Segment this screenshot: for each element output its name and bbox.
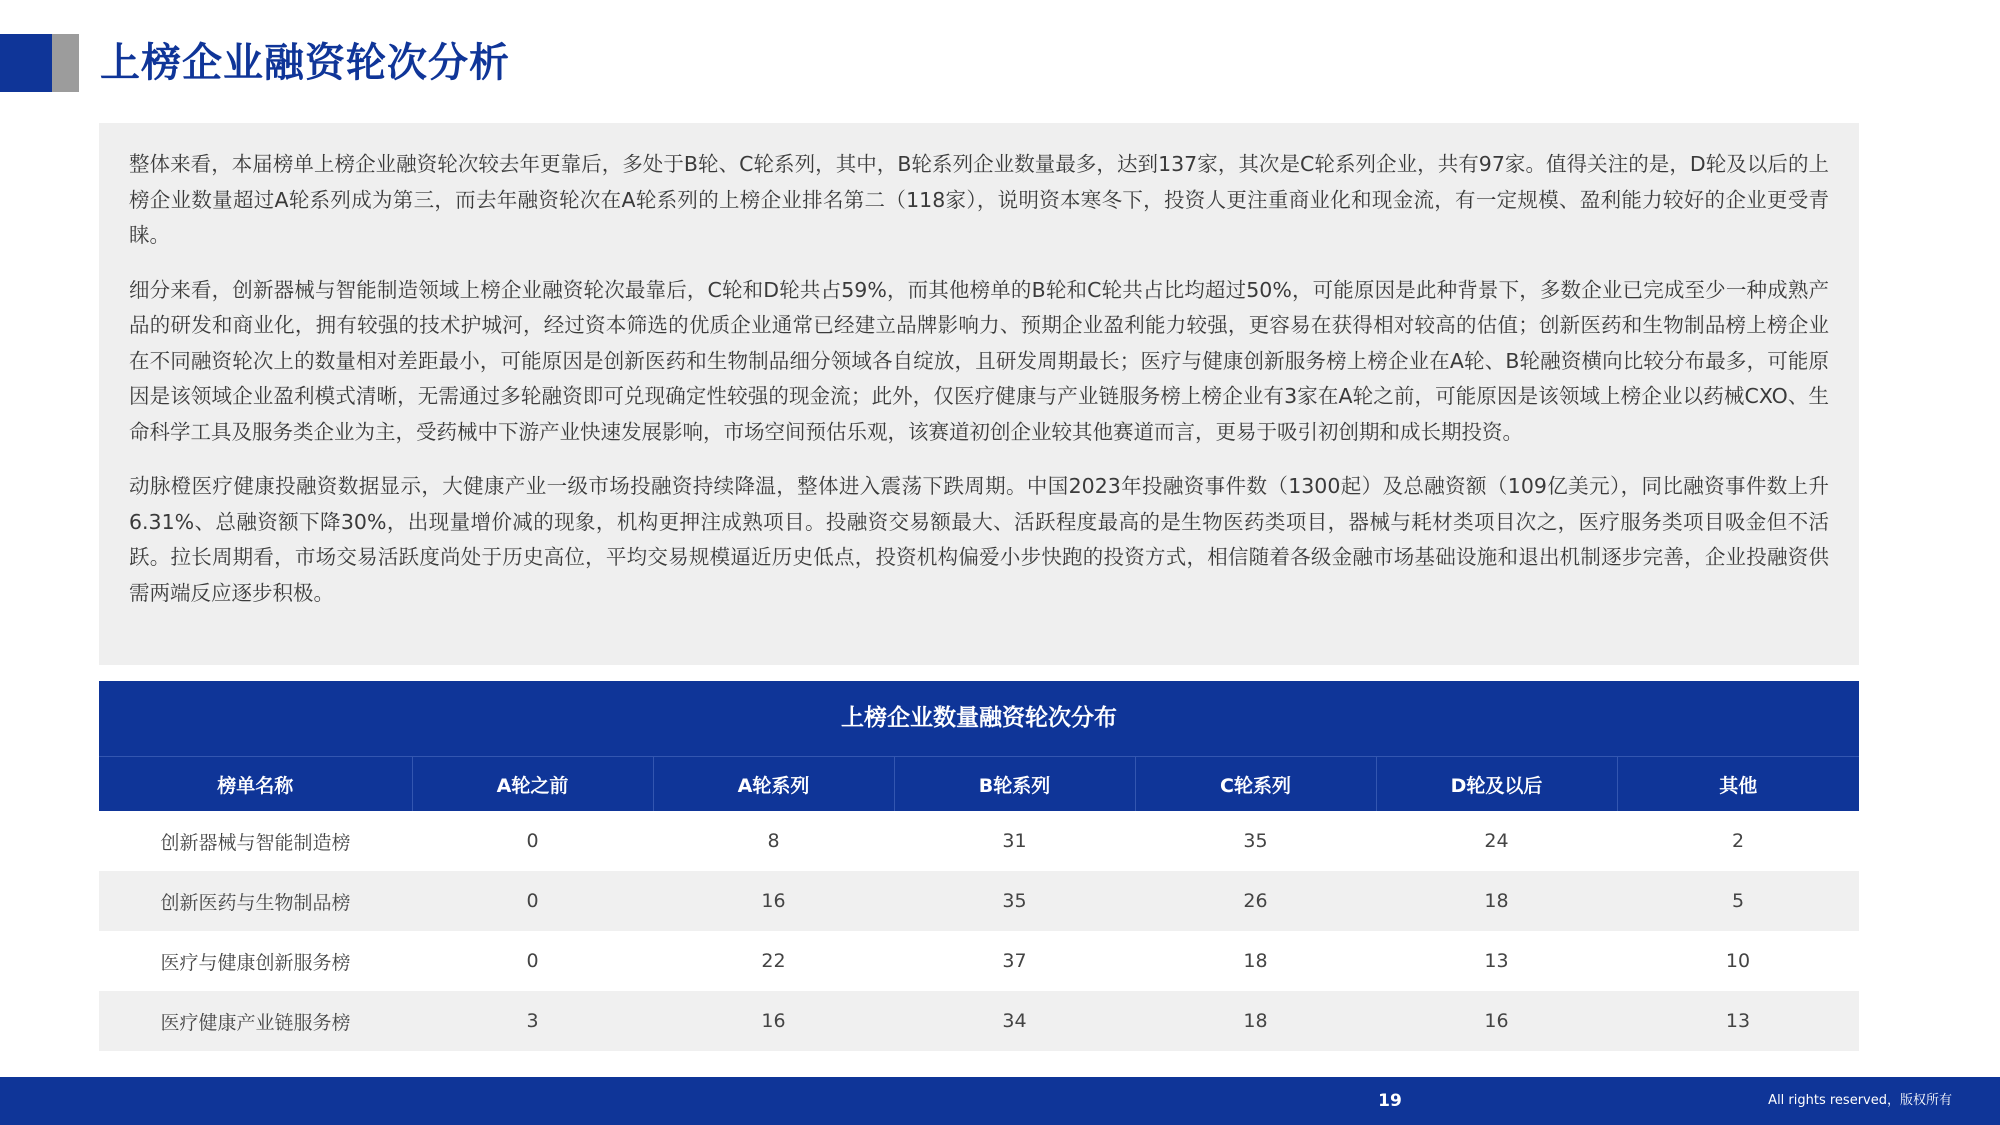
header-list-name: 榜单名称 bbox=[99, 757, 412, 812]
cell-series-d-plus: 18 bbox=[1376, 871, 1617, 931]
copyright-notice: All rights reserved，版权所有 bbox=[1768, 1093, 1952, 1108]
funding-round-table bbox=[99, 756, 1859, 1051]
cell-series-c: 18 bbox=[1243, 950, 1268, 972]
cell-pre-a: 0 bbox=[412, 871, 653, 931]
table-row bbox=[99, 931, 1859, 991]
cell-other: 13 bbox=[1617, 991, 1859, 1051]
header-series-d-plus: D轮及以后 bbox=[1376, 757, 1617, 812]
summary-paragraph-overall: 整体来看，本届榜单上榜企业融资轮次较去年更靠后，多处于B轮、C轮系列，其中，B轮系列企业数量最多，达到137家，其次是C轮系列企业，共有97家。值得关注的是，D轮及以后的上榜企业数量超过A轮系列成为第三，而去年融资轮次在A轮系列的上榜企业排名第二（118家），说明资本寒冬下，投资人更注重商业化和现金流，有一定规模、盈利能力较好的企业更受青睐。 bbox=[129, 152, 1829, 247]
table-row bbox=[99, 811, 1859, 871]
header-series-a: A轮系列 bbox=[653, 757, 894, 812]
cell-series-d-plus: 13 bbox=[1484, 950, 1509, 972]
cell-series-b: 31 bbox=[1002, 830, 1027, 852]
page-number: 19 bbox=[1378, 1091, 1402, 1111]
cell-other: 2 bbox=[1731, 830, 1745, 852]
cell-series-b: 35 bbox=[894, 871, 1135, 931]
funding-round-table-section bbox=[99, 681, 1859, 1051]
row-list-name: 创新医药与生物制品榜 bbox=[99, 871, 412, 931]
summary-box bbox=[99, 123, 1859, 665]
cell-series-c: 35 bbox=[1243, 830, 1268, 852]
cell-series-a: 8 bbox=[767, 830, 780, 852]
summary-paragraph-detail: 细分来看，创新器械与智能制造领域上榜企业融资轮次最靠后，C轮和D轮共占59%，而其他榜单的B轮和C轮共占比均超过50%，可能原因是此种背景下，多数企业已完成至少一种成熟产品的研发和商业化，拥有较强的技术护城河，经过资本筛选的优质企业通常已经建立品牌影响力、预期企业盈利能力较强，更容易在获得相对较高的估值；创新医药和生物制品榜上榜企业在不同融资轮次上的数量相对差距最小，可能原因是创新医药和生物制品细分领域各自绽放，且研发周期最长；医疗与健康创新服务榜上榜企业在A轮、B轮融资横向比较分布最多，可能原因是该领域企业盈利模式清晰，无需通过多轮融资即可兑现确定性较强的现金流；此外，仅医疗健康与产业链服务榜上榜企业有3家在A轮之前，可能原因是该领域上榜企业以药械CXO、生命科学工具及服务类企业为主，受药械中下游产业快速发展影响，市场空间预估乐观，该赛道初创企业较其他赛道而言，更易于吸引初创期和成长期投资。 bbox=[129, 277, 1829, 444]
header-pre-a: A轮之前 bbox=[412, 757, 653, 812]
cell-series-a: 22 bbox=[761, 950, 786, 972]
cell-series-c: 26 bbox=[1135, 871, 1376, 931]
header-series-c: C轮系列 bbox=[1135, 757, 1376, 812]
cell-series-d-plus: 16 bbox=[1376, 991, 1617, 1051]
cell-series-a: 16 bbox=[653, 871, 894, 931]
cell-series-c: 18 bbox=[1135, 991, 1376, 1051]
table-row bbox=[99, 871, 1859, 931]
cell-pre-a: 0 bbox=[526, 830, 539, 852]
cell-pre-a: 3 bbox=[412, 991, 653, 1051]
header-other: 其他 bbox=[1617, 757, 1859, 812]
cell-pre-a: 0 bbox=[526, 950, 539, 972]
page-title: 上榜企业融资轮次分析 bbox=[100, 40, 510, 86]
footer-bar bbox=[0, 1077, 2000, 1125]
table-title: 上榜企业数量融资轮次分布 bbox=[99, 681, 1859, 756]
row-list-name: 创新器械与智能制造榜 bbox=[160, 831, 351, 854]
cell-series-a: 16 bbox=[653, 991, 894, 1051]
row-list-name: 医疗与健康创新服务榜 bbox=[160, 951, 351, 974]
table-header-row bbox=[99, 757, 1859, 812]
table-row bbox=[99, 991, 1859, 1051]
cell-series-d-plus: 24 bbox=[1484, 830, 1509, 852]
cell-series-b: 37 bbox=[1002, 950, 1027, 972]
cell-other: 10 bbox=[1725, 950, 1751, 972]
title-accent-gray-bar bbox=[52, 34, 79, 92]
row-list-name: 医疗健康产业链服务榜 bbox=[99, 991, 412, 1051]
summary-paragraph-market-data: 动脉橙医疗健康投融资数据显示，大健康产业一级市场投融资持续降温，整体进入震荡下跌周期。中国2023年投融资事件数（1300起）及总融资额（109亿美元），同比融资事件数上升6.31%、总融资额下降30%，出现量增价减的现象，机构更押注成熟项目。投融资交易额最大、活跃程度最高的是生物医药类项目，器械与耗材类项目次之，医疗服务类项目吸金但不活跃。拉长周期看，市场交易活跃度尚处于历史高位，平均交易规模逼近历史低点，投资机构偏爱小步快跑的投资方式，相信随着各级金融市场基础设施和退出机制逐步完善，企业投融资供需两端反应逐步积极。 bbox=[129, 474, 1829, 605]
title-accent-block bbox=[0, 34, 52, 92]
header-series-b: B轮系列 bbox=[894, 757, 1135, 812]
cell-series-b: 34 bbox=[894, 991, 1135, 1051]
cell-other: 5 bbox=[1617, 871, 1859, 931]
